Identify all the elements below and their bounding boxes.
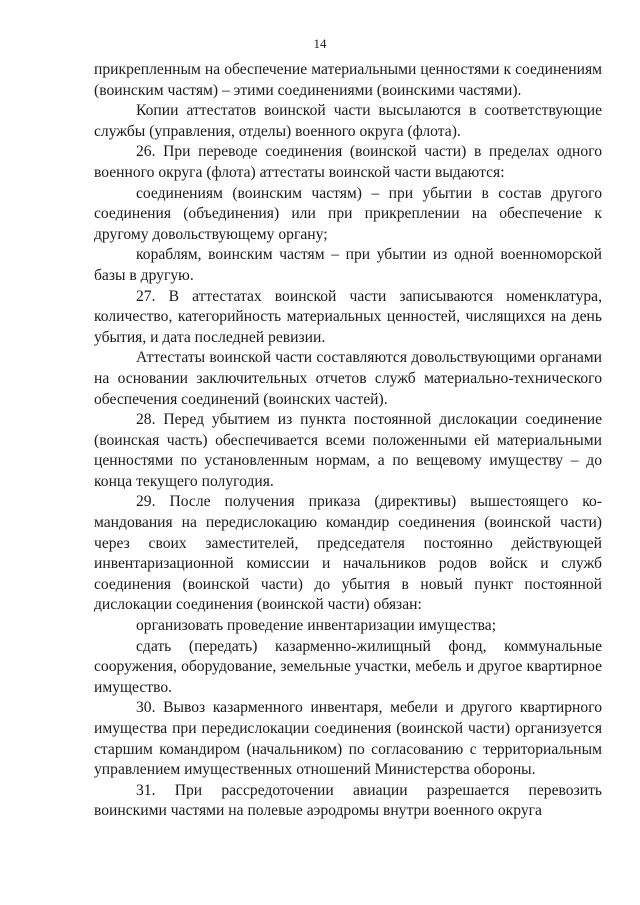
- paragraph-item-30: 30. Вывоз казарменного инвентаря, мебели и другого квартирного имущества при передислокации соединения (воинской части) организуется старшим командиром (начальником) по согласованию с территориальным управлением имущественных отношений Министерства обороны.: [94, 699, 602, 779]
- paragraph-item-31: 31. При рассредоточении авиации разрешается перевозить воинскими частями на полевые аэродромы внутри военного округа: [94, 781, 602, 820]
- paragraph-item-26-formations: соединениям (воинским частям) – при убытии в состав другого соединения (объединения) или при прикреплении на обеспечение к другому довольствующему органу;: [94, 184, 602, 243]
- paragraph-item-26-ships: кораблям, воинским частям – при убытии из одной военноморской базы в другую.: [94, 246, 602, 284]
- paragraph-item-29: 29. После получения приказа (директивы) вышестоящего командования на передислокацию командир соединения (воинской части) через своих заместителей, председателя постоянно действующей инвентаризационной комиссии и начальников родов войск и служб соединения (воинской части) до убытия в новый пункт постоянной дислокации соединения (воинской части) обязан:: [94, 493, 602, 614]
- document-body: [94, 60, 602, 822]
- paragraph-item-27: 27. В аттестатах воинской части записываются номенклатура, количество, категорийность материальных ценностей, числящихся на день убытия, и дата последней ревизии.: [94, 287, 602, 346]
- paragraph-continuation: прикрепленным на обеспечение материальными ценностями к соединениям (воинским частям) – этими соединениями (воинскими частями).: [94, 61, 602, 99]
- paragraph-item-29-handover: сдать (передать) казарменно-жилищный фонд, коммунальные сооружения, оборудование, земельные участки, мебель и другое квартирное имущество.: [94, 637, 602, 696]
- paragraph-attestat-copies: Копии аттестатов воинской части высылаются в соответствующие службы (управления, отделы) военного округа (флота).: [94, 102, 602, 140]
- paragraph-item-29-inventory: организовать проведение инвентаризации имущества;: [136, 617, 497, 635]
- paragraph-item-27-attestats: Аттестаты воинской части составляются довольствующими органами на основании заключительных отчетов служб материально-технического обеспечения соединений (воинских частей).: [94, 349, 602, 408]
- paragraph-item-28: 28. Перед убытием из пункта постоянной дислокации соединение (воинская часть) обеспечивается всеми положенными ей материальными ценностями по установленным нормам, а по вещевому имуществу – до конца текущего полугодия.: [94, 411, 602, 490]
- paragraph-item-26: 26. При переводе соединения (воинской части) в пределах одного военного округа (флота) аттестаты воинской части выдаются:: [94, 143, 602, 181]
- page-number: 14: [313, 36, 327, 51]
